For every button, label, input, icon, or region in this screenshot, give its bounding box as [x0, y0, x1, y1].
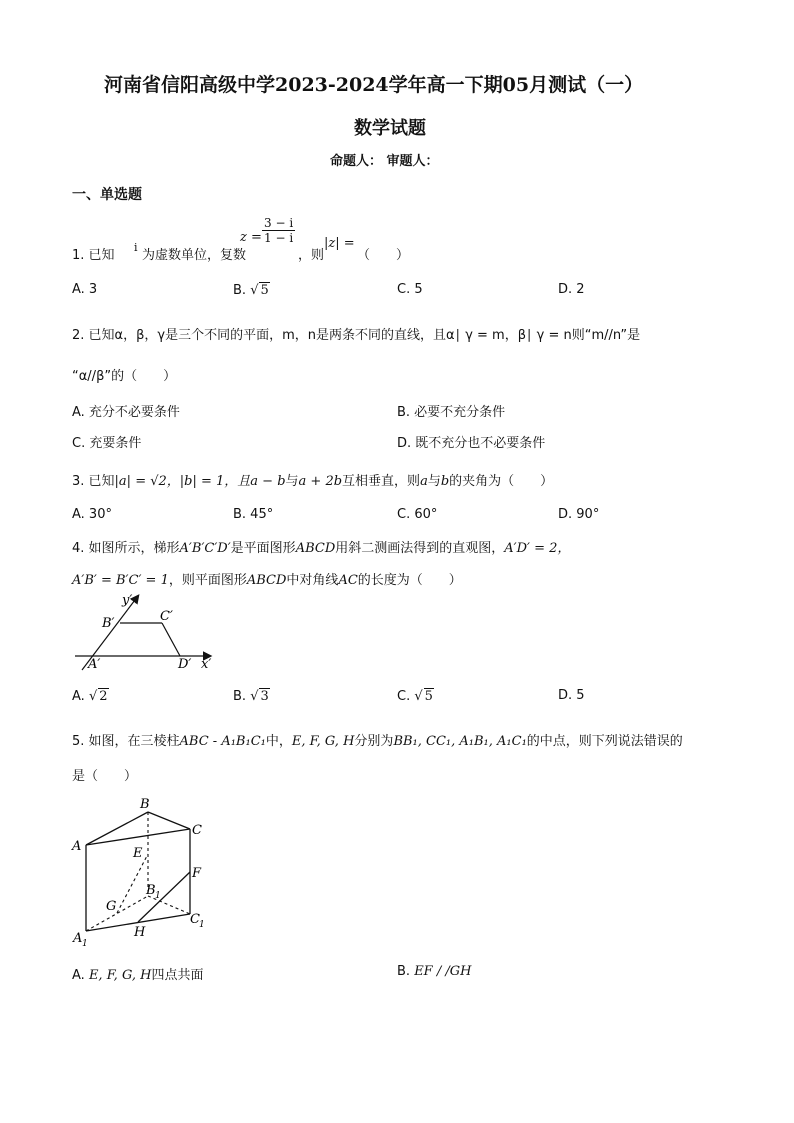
q1-fraction	[262, 216, 295, 245]
page-title: 河南省信阳高级中学2023-2024学年高一下期05月测试（一）	[104, 74, 644, 96]
q1-comma: ，则	[298, 248, 325, 263]
prism-label-b: B	[140, 797, 150, 812]
q1-abs-z: |z| =	[324, 236, 355, 251]
prism-label-a1-sub: 1	[82, 939, 88, 949]
prism-edge-ge	[117, 854, 148, 913]
q4-label-c: C′	[160, 609, 173, 624]
prism-label-b1: B	[146, 883, 156, 898]
q4-label-a: A′	[88, 657, 101, 672]
q4-option-d[interactable]: D. 5	[558, 688, 585, 703]
prism-label-e: E	[133, 846, 143, 861]
q4-opt-b-sqrt: 3	[260, 689, 269, 704]
q1-option-b[interactable]: B. √ 5	[233, 283, 269, 298]
q5-option-b[interactable]	[397, 964, 471, 979]
q4-l1a: 4. 如图所示，梯形	[72, 541, 180, 556]
q3-expr2: a + 2b	[298, 474, 343, 489]
q1-option-c[interactable]: C. 5	[397, 282, 423, 297]
q2-option-a[interactable]: A. 充分不必要条件	[72, 405, 180, 420]
prism-label-b1-sub: 1	[155, 891, 161, 901]
q1-prefix: 1. 已知	[72, 248, 115, 263]
q3-stem	[72, 470, 553, 489]
q5-line1	[72, 730, 683, 749]
q4-l1f: A′D′ = 2，	[504, 541, 571, 556]
q4-option-b[interactable]: B. √ 3	[233, 689, 269, 704]
q4-line2	[72, 569, 462, 588]
q4-l2e: AC	[338, 573, 358, 588]
prism-label-c1: C	[190, 912, 200, 927]
q4-right-edge	[162, 623, 180, 656]
prism-label-c: C	[192, 823, 202, 838]
q1-mid: 为虚数单位，复数	[142, 248, 247, 263]
q2-option-b[interactable]: B. 必要不充分条件	[397, 405, 506, 420]
q4-opt-b-label: B.	[233, 689, 251, 704]
q5-l1e: 分别为	[354, 734, 394, 749]
q1-option-a[interactable]: A. 3	[72, 282, 98, 297]
q4-l2f: 的长度为（ ）	[357, 573, 462, 588]
q1-option-b-label: B.	[233, 283, 251, 298]
page-subtitle: 数学试题	[354, 118, 426, 139]
q4-l2d: 中对角线	[286, 573, 339, 588]
q4-l2b: ，则平面图形	[168, 573, 247, 588]
q5-opt-a-math: E, F, G, H	[88, 968, 152, 983]
q5-line2: 是（ ）	[72, 769, 138, 784]
prism-label-a1: A	[73, 931, 83, 946]
prism-label-g: G	[106, 899, 117, 914]
q4-option-c[interactable]: C. √ 5	[397, 689, 433, 704]
q1-option-d[interactable]: D. 2	[558, 282, 585, 297]
q4-l1e: 用斜二测画法得到的直观图，	[335, 541, 505, 556]
q1-paren: （ ）	[357, 248, 410, 263]
q2-line1: 2. 已知α，β，γ是三个不同的平面，m，n是两条不同的直线，且α∣ γ = m，β∣ γ = n则“m//n”是	[72, 328, 641, 343]
q3-abs: |a| = √2，|b| = 1，且	[114, 474, 251, 489]
q2-option-c[interactable]: C. 充要条件	[72, 436, 142, 451]
q5-opt-a-prefix: A.	[72, 968, 89, 983]
authors-line: 命题人： 审题人：	[330, 154, 439, 169]
prism-label-f: F	[192, 866, 202, 881]
q5-l1d: E, F, G, H	[291, 734, 355, 749]
q4-opt-a-label: A.	[72, 689, 89, 704]
q3-option-c[interactable]: C. 60°	[397, 507, 438, 522]
q4-label-y: y′	[122, 593, 133, 608]
q1-frac-den: 1 − i	[264, 231, 294, 245]
q5-l1c: 中，	[265, 734, 292, 749]
q2-option-d[interactable]: D. 既不充分也不必要条件	[397, 436, 546, 451]
q4-label-x: x′	[201, 657, 212, 672]
q4-line1	[72, 537, 570, 556]
section-heading: 一、单选题	[72, 187, 142, 203]
prism-edge-bc	[148, 812, 190, 829]
q3-mid2: 互相垂直，则	[342, 474, 421, 489]
q5-opt-b-prefix: B.	[397, 964, 415, 979]
q1-z-eq: z =	[240, 230, 262, 245]
q1-frac-num: 3 − i	[264, 216, 294, 230]
prism-label-a: A	[72, 839, 82, 854]
q5-l1b: ABC - A₁B₁C₁	[179, 734, 266, 749]
q5-option-a[interactable]	[72, 964, 204, 983]
q5-l1f: BB₁, CC₁, A₁B₁, A₁C₁	[393, 734, 527, 749]
prism-label-h: H	[134, 925, 146, 940]
q5-opt-b-math: EF / /GH	[414, 964, 472, 979]
q4-l2c: ABCD	[246, 573, 287, 588]
q4-option-a[interactable]: A. √ 2	[72, 689, 108, 704]
q3-expr1: a − b	[250, 474, 286, 489]
q4-l2a: A′B′ = B′C′ = 1	[72, 573, 169, 588]
q4-opt-c-sqrt: 5	[424, 689, 433, 704]
q1-option-b-sqrt: 5	[260, 283, 269, 298]
q4-opt-a-sqrt: 2	[99, 689, 108, 704]
q3-option-a[interactable]: A. 30°	[72, 507, 112, 522]
q4-l1b: A′B′C′D′	[179, 541, 231, 556]
q3-va: a	[420, 474, 428, 489]
q4-l1c: 是平面图形	[230, 541, 296, 556]
q3-suffix: 的夹角为（ ）	[449, 474, 554, 489]
q1-i: i	[134, 241, 138, 254]
q2-line2: “α//β”的（ ）	[72, 369, 177, 384]
q3-mid3: 与	[427, 474, 441, 489]
prism-label-c1-sub: 1	[199, 920, 205, 930]
q4-figure	[70, 590, 230, 675]
q4-l1d: ABCD	[295, 541, 336, 556]
q4-label-d: D′	[178, 657, 192, 672]
q5-opt-a-suffix: 四点共面	[151, 968, 204, 983]
q3-vb: b	[440, 474, 450, 489]
q3-option-b[interactable]: B. 45°	[233, 507, 274, 522]
q3-option-d[interactable]: D. 90°	[558, 507, 600, 522]
q5-l1a: 5. 如图，在三棱柱	[72, 734, 180, 749]
q3-mid1: 与	[285, 474, 299, 489]
q3-prefix: 3. 已知	[72, 474, 115, 489]
q4-opt-c-label: C.	[397, 689, 415, 704]
q4-label-b: B′	[102, 616, 115, 631]
q5-l1g: 的中点，则下列说法错误的	[526, 734, 683, 749]
q5-prism-figure	[66, 795, 226, 950]
